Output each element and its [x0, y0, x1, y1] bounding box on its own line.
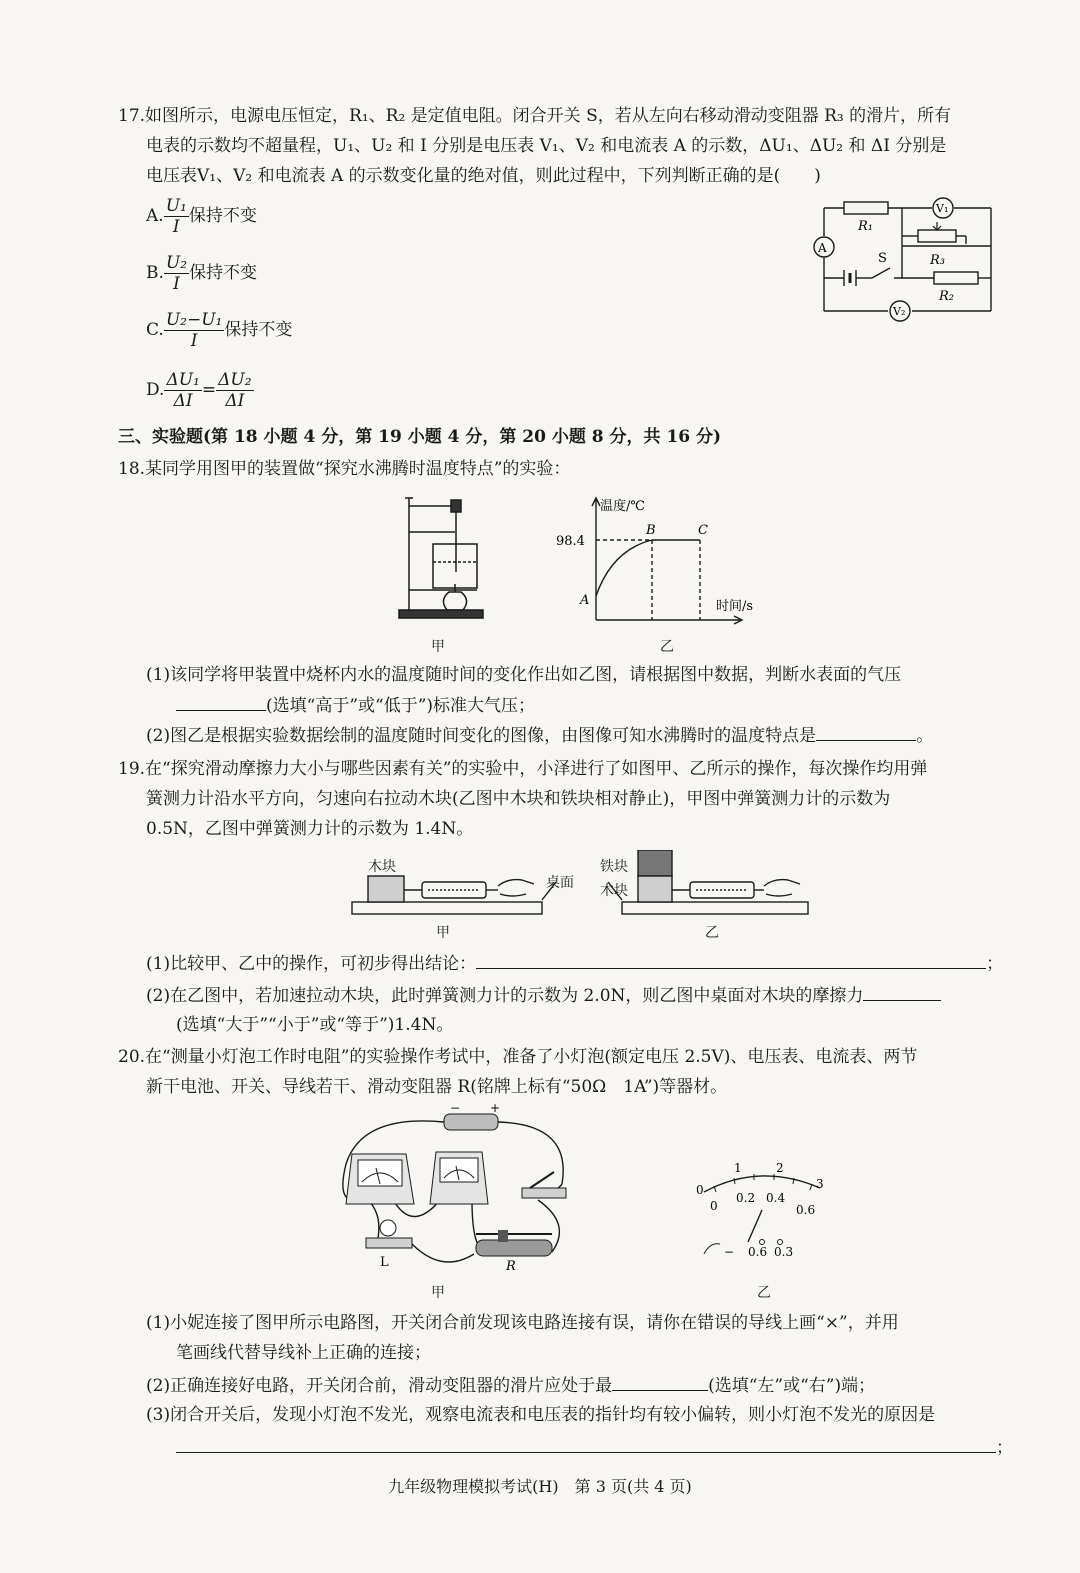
ammeter-label: A: [818, 241, 827, 255]
graph-heating-curve: [596, 540, 652, 596]
terminal-06: 0.6: [748, 1245, 768, 1259]
terminal-minus: −: [724, 1245, 735, 1259]
q18-sub2-blank[interactable]: [816, 722, 916, 741]
q19-fig-yi-caption: 乙: [705, 925, 719, 941]
dial-ticks: [714, 1174, 812, 1192]
r1-label: R₁: [858, 219, 873, 234]
rheostat-label: R: [506, 1259, 516, 1272]
q17-circuit-diagram: [806, 196, 1002, 326]
q19-sub1-blank[interactable]: [476, 950, 986, 969]
q20-sub1-line1: (1)小妮连接了图甲所示电路图，开关闭合前发现该电路连接有误，请你在错误的导线上画“×”，并用: [146, 1313, 899, 1333]
dial-bottom-1: 0.2: [736, 1191, 756, 1205]
q19-sub1: (1)比较甲、乙中的操作，可初步得出结论： ；: [146, 950, 1003, 977]
lamp-label: L: [380, 1255, 389, 1270]
graph-point-a: A: [580, 593, 590, 608]
q17-line-1: 17.如图所示，电源电压恒定，R₁、R₂ 是定值电阻。闭合开关 S，若从左向右移动滑动变阻器 R₃ 的滑片，所有: [118, 106, 952, 126]
dial-top-0: 0: [696, 1183, 704, 1197]
q19-line-2: 簧测力计沿水平方向，匀速向右拉动木块(乙图中木块和铁块相对静止)，甲图中弹簧测力计的示数为: [146, 789, 891, 809]
graph-value-label: 98.4: [556, 534, 585, 549]
dial-bottom-0: 0: [710, 1199, 718, 1213]
q20-sub2-blank[interactable]: [612, 1372, 708, 1391]
q18-fig-yi-caption: 乙: [660, 639, 674, 655]
dial-wire-icon: [704, 1244, 720, 1254]
graph-y-label: 温度/℃: [600, 499, 645, 514]
q19-line-3: 0.5N，乙图中弹簧测力计的示数为 1.4N。: [146, 819, 474, 839]
q19-friction-apparatus: [350, 850, 810, 920]
dial-top-3: 3: [816, 1177, 824, 1191]
battery-minus-label: −: [450, 1104, 461, 1115]
q18-sub2: (2)图乙是根据实验数据绘制的温度随时间变化的图像，由图像可知水沸腾时的温度特点是 。: [146, 722, 933, 749]
q17-option-d: D. $\frac{\text{ΔU₁}}{\Delta I}$ = $\frac{\text{ΔU₂}}{\Delta I}$: [146, 370, 252, 411]
q17-option-a: A. $\frac{\text{U₁}}{I}$ 保持不变: [146, 196, 257, 237]
dial-top-2: 2: [776, 1161, 784, 1175]
graph-x-label: 时间/s: [716, 599, 754, 614]
q20-line-2: 新干电池、开关、导线若干、滑动变阻器 R(铭牌上标有“50Ω 1A”)等器材。: [146, 1077, 728, 1097]
r3-label: R₃: [930, 253, 945, 268]
desk-yi: [622, 902, 808, 914]
hand-jia-icon: [498, 880, 534, 896]
q18-intro: 18.某同学用图甲的装置做“探究水沸腾时温度特点”的实验：: [118, 459, 571, 479]
r2-resistor: [934, 272, 978, 284]
v2-label: V₂: [893, 305, 906, 318]
r3-rheostat: [918, 230, 956, 242]
v1-label: V₁: [936, 202, 949, 215]
q17-option-c: C. $\frac{\text{U₂−U₁}}{I}$ 保持不变: [146, 310, 293, 351]
q19-label-wood: 木块: [368, 859, 396, 875]
wood-block-yi: [638, 876, 672, 902]
q19-label-desk: 桌面: [546, 875, 574, 891]
q18-sub1-blank[interactable]: [176, 692, 266, 711]
voltmeter-component: [346, 1154, 414, 1204]
graph-point-c: C: [698, 523, 708, 538]
switch-label: S: [878, 251, 887, 266]
dial-bottom-3: 0.6: [796, 1203, 816, 1217]
q20-sub2: (2)正确连接好电路，开关闭合前，滑动变阻器的滑片应处于最 (选填“左”或“右”)端；: [146, 1372, 875, 1399]
page-footer: 九年级物理模拟考试(H) 第 3 页(共 4 页): [388, 1477, 692, 1496]
q17-line-3: 电压表V₁、V₂ 和电流表 A 的示数变化量的绝对值，则此过程中，下列判断正确的是( ): [146, 166, 821, 186]
q20-sub3: (3)闭合开关后，发现小灯泡不发光，观察电流表和电压表的指针均有较小偏转，则小灯泡不发光的原因是: [146, 1405, 936, 1425]
wire-lamp: [368, 1200, 379, 1238]
r2-label: R₂: [939, 289, 954, 304]
wood-block-jia: [368, 876, 404, 902]
wire-battery-right: [498, 1122, 563, 1192]
q19-label-wood2: 木块: [600, 883, 628, 899]
q20-circuit-jia: [322, 1104, 592, 1272]
q19-sub2-line1: (2)在乙图中，若加速拉动木块，此时弹簧测力计的示数为 2.0N，则乙图中桌面对木块的摩擦力: [146, 982, 941, 1009]
q17-line-2: 电表的示数均不超量程，U₁、U₂ 和 I 分别是电压表 V₁、V₂ 和电流表 A 的示数，ΔU₁、ΔU₂ 和 ΔI 分别是: [146, 136, 947, 156]
iron-block-yi: [638, 850, 672, 876]
q19-label-iron: 铁块: [600, 859, 628, 875]
q20-line-1: 20.在“测量小灯泡工作时电阻”的实验操作考试中，准备了小灯泡(额定电压 2.5V)、电压表、电流表、两节: [118, 1047, 918, 1067]
dial-pointer: [748, 1210, 762, 1242]
terminal-03: 0.3: [774, 1245, 794, 1259]
switch-component: [522, 1172, 566, 1198]
q20-sub1-line2: 笔画线代替导线补上正确的连接；: [176, 1343, 431, 1363]
battery-component: [444, 1114, 498, 1130]
q20-fig-jia-caption: 甲: [431, 1285, 445, 1301]
desk-jia: [352, 902, 542, 914]
ammeter-component: [430, 1152, 488, 1204]
q19-line-1: 19.在“探究滑动摩擦力大小与哪些因素有关”的实验中，小泽进行了如图甲、乙所示的操作，每次操作均用弹: [118, 759, 928, 779]
hand-yi-icon: [764, 880, 800, 896]
rheostat-component: [476, 1230, 552, 1256]
wire-lamp-rheostat: [412, 1244, 474, 1262]
q18-sub1-line1: (1)该同学将甲装置中烧杯内水的温度随时间的变化作出如乙图，请根据图中数据，判断水表面的气压: [146, 665, 902, 685]
lamp-component: [366, 1220, 412, 1248]
q19-fig-jia-caption: 甲: [436, 925, 450, 941]
q17-option-b: B. $\frac{\text{U₂}}{I}$ 保持不变: [146, 253, 258, 294]
q18-fig-jia-caption: 甲: [431, 639, 445, 655]
q18-temperature-graph: [540, 492, 780, 630]
q18-apparatus-jia: [395, 492, 485, 626]
section-3-title: 三、实验题(第 18 小题 4 分，第 19 小题 4 分，第 20 小题 8 分，共 16 分): [118, 427, 722, 447]
r1-resistor: [844, 202, 888, 214]
r3-slider-arrow: [933, 222, 941, 230]
q19-sub2-blank[interactable]: [863, 982, 941, 1001]
q20-sub3-blank[interactable]: [176, 1434, 996, 1453]
q20-ammeter-dial-yi: [690, 1158, 840, 1268]
q20-fig-yi-caption: 乙: [757, 1285, 771, 1301]
graph-point-b: B: [646, 523, 656, 538]
q19-sub2-line2: (选填“大于”“小于”或“等于”)1.4N。: [176, 1015, 454, 1035]
q20-sub3-answer-line: ；: [176, 1434, 1013, 1461]
dial-bottom-2: 0.4: [766, 1191, 786, 1205]
battery-symbol: [844, 270, 856, 286]
q18-sub1-line2: (选填“高于”或“低于”)标准大气压；: [176, 692, 535, 719]
battery-plus-label: +: [490, 1104, 501, 1115]
dial-top-1: 1: [734, 1161, 742, 1175]
dial-arc: [704, 1176, 820, 1192]
